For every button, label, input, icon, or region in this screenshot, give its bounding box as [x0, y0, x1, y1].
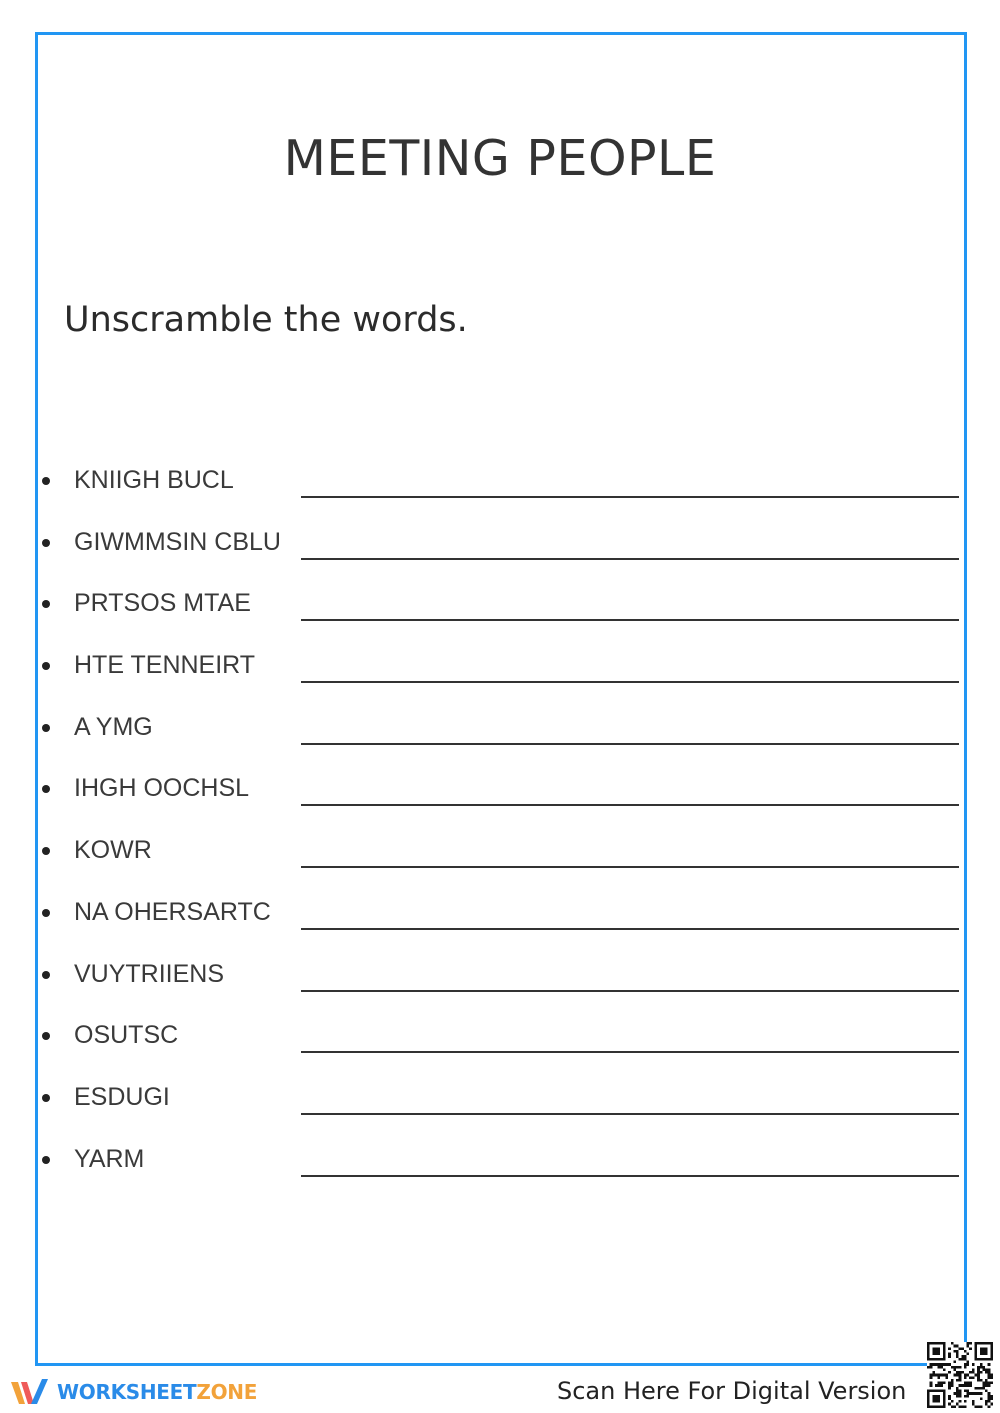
- scrambled-word: KNIIGH BUCL: [74, 466, 234, 494]
- qr-code-icon[interactable]: [927, 1342, 993, 1408]
- scrambled-word: A YMG: [74, 712, 153, 741]
- bullet-icon: [42, 662, 50, 670]
- answer-line[interactable]: [301, 804, 959, 806]
- answer-line[interactable]: [301, 496, 959, 498]
- bullet-icon: [42, 1032, 50, 1040]
- scrambled-word: IHGH OOCHSL: [74, 774, 250, 803]
- bullet-icon: [42, 847, 50, 855]
- bullet-icon: [42, 477, 50, 485]
- scrambled-word: KOWR: [74, 836, 152, 865]
- bullet-icon: [42, 1094, 50, 1102]
- answer-line[interactable]: [301, 558, 959, 560]
- scrambled-word: NA OHERSARTC: [74, 897, 271, 926]
- list-item: [0, 448, 1000, 510]
- list-item: [0, 1065, 1000, 1127]
- scrambled-word: VUYTRIIENS: [74, 959, 225, 988]
- answer-line[interactable]: [301, 990, 959, 992]
- logo-word-zone: ZONE: [196, 1380, 258, 1404]
- answer-line[interactable]: [301, 743, 959, 745]
- scrambled-word-list: [0, 448, 1000, 1188]
- bullet-icon: [42, 971, 50, 979]
- logo-wordmark: [57, 1380, 257, 1404]
- instruction-text: Unscramble the words.: [64, 300, 468, 340]
- answer-line[interactable]: [301, 1051, 959, 1053]
- bullet-icon: [42, 539, 50, 547]
- list-item: [0, 756, 1000, 818]
- scrambled-word: ESDUGI: [74, 1082, 170, 1111]
- bullet-icon: [42, 785, 50, 793]
- worksheetzone-logo[interactable]: [10, 1376, 257, 1408]
- scan-instruction: Scan Here For Digital Version: [557, 1377, 907, 1405]
- answer-line[interactable]: [301, 1113, 959, 1115]
- scrambled-word: OSUTSC: [74, 1021, 179, 1050]
- list-item: [0, 571, 1000, 633]
- list-item: [0, 1127, 1000, 1189]
- scrambled-word: YARM: [74, 1144, 145, 1173]
- bullet-icon: [42, 600, 50, 608]
- answer-line[interactable]: [301, 619, 959, 621]
- list-item: [0, 880, 1000, 942]
- list-item: [0, 633, 1000, 695]
- worksheet-title: MEETING PEOPLE: [283, 130, 717, 187]
- scrambled-word: GIWMMSIN CBLU: [74, 527, 281, 556]
- answer-line[interactable]: [301, 866, 959, 868]
- answer-line[interactable]: [301, 928, 959, 930]
- list-item: [0, 1003, 1000, 1065]
- answer-line[interactable]: [301, 1175, 959, 1177]
- list-item: [0, 818, 1000, 880]
- bullet-icon: [42, 1156, 50, 1164]
- answer-line[interactable]: [301, 681, 959, 683]
- bullet-icon: [42, 724, 50, 732]
- bullet-icon: [42, 909, 50, 917]
- list-item: [0, 510, 1000, 572]
- list-item: [0, 695, 1000, 757]
- list-item: [0, 942, 1000, 1004]
- worksheetzone-logo-icon: [10, 1376, 52, 1408]
- logo-word-worksheet: WORKSHEET: [57, 1380, 197, 1404]
- scrambled-word: PRTSOS MTAE: [74, 589, 251, 618]
- scrambled-word: HTE TENNEIRT: [74, 651, 256, 680]
